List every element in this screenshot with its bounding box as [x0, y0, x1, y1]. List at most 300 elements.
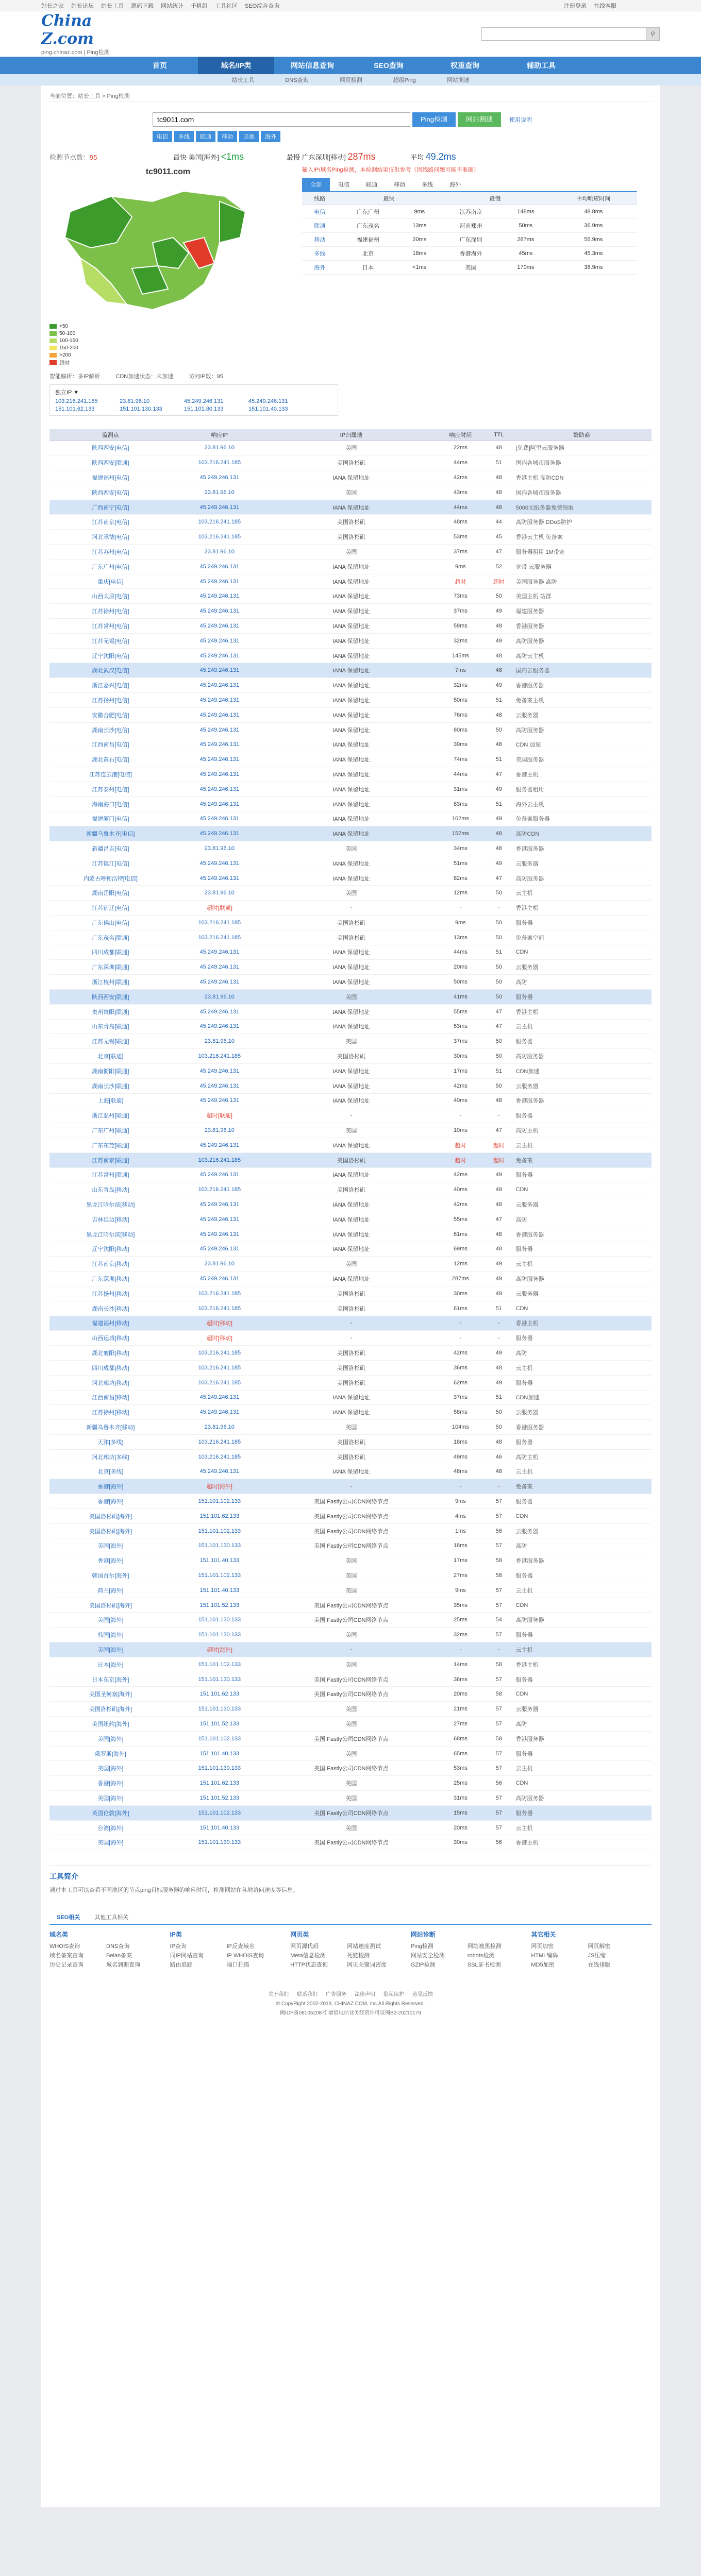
footer-link[interactable]: 关于我们 [268, 1992, 289, 1998]
table-cell: - [486, 1108, 512, 1123]
table-cell[interactable]: 45.249.246.131 [172, 945, 268, 960]
table-cell[interactable]: 45.249.246.131 [172, 826, 268, 841]
table-cell[interactable]: 江苏南京[联通] [49, 1153, 172, 1167]
table-cell[interactable]: 内蒙古呼和浩特[电信] [49, 871, 172, 886]
nav-item[interactable]: 权重查询 [450, 61, 479, 70]
table-cell[interactable]: 重庆[电信] [49, 574, 172, 589]
table-cell[interactable]: 45.249.246.131 [172, 767, 268, 782]
tool-link[interactable]: WHOIS查询 [49, 1943, 80, 1950]
top-link[interactable]: 千帆组 [191, 3, 208, 9]
tool-link[interactable]: DNS查询 [106, 1943, 130, 1950]
table-cell[interactable]: 广东佛山[电信] [49, 916, 172, 930]
table-cell[interactable]: 45.249.246.131 [172, 633, 268, 648]
top-link[interactable]: 网站统计 [161, 3, 183, 9]
tool-link[interactable]: 网站安全检测 [410, 1953, 445, 1959]
table-cell[interactable]: 北京[联通] [49, 1049, 172, 1064]
table-cell[interactable]: 广东深圳[联通] [49, 960, 172, 975]
table-cell[interactable]: 103.216.241.185 [172, 1346, 268, 1361]
table-cell[interactable]: 103.216.241.185 [172, 1153, 268, 1167]
table-cell[interactable]: 103.216.241.185 [172, 1375, 268, 1390]
table-cell[interactable]: 151.101.40.133 [172, 1746, 268, 1761]
related-tab[interactable]: 其他工具相关 [94, 1914, 129, 1921]
table-cell[interactable]: 151.101.102.133 [172, 1731, 268, 1746]
table-cell[interactable]: 美国洛杉矶[海外] [49, 1509, 172, 1523]
ip-link[interactable]: 151.101.80.133 [184, 406, 224, 412]
table-cell[interactable]: 45.249.246.131 [172, 707, 268, 722]
tool-link[interactable]: 域名到期查询 [106, 1962, 140, 1969]
table-cell[interactable]: 韩国[海外] [49, 1628, 172, 1642]
table-cell[interactable]: 45.249.246.131 [172, 1138, 268, 1153]
table-cell[interactable]: 151.101.62.133 [172, 1509, 268, 1523]
table-cell[interactable]: 香港[海外] [49, 1479, 172, 1494]
table-cell[interactable]: 江苏扬州[移动] [49, 1286, 172, 1301]
table-cell[interactable]: 江苏常州[联通] [49, 1167, 172, 1182]
table-cell[interactable]: 45.249.246.131 [172, 1227, 268, 1242]
table-cell[interactable]: 浙江嘉兴[电信] [49, 678, 172, 693]
table-cell[interactable]: 新疆乌鲁木齐[电信] [49, 826, 172, 841]
table-cell[interactable]: 海南海口[电信] [49, 796, 172, 811]
table-cell[interactable]: 新疆昌吉[电信] [49, 841, 172, 856]
table-cell[interactable]: 山西太原[电信] [49, 589, 172, 604]
table-cell[interactable]: 103.216.241.185 [172, 455, 268, 470]
table-cell[interactable]: 香港[海外] [49, 1494, 172, 1509]
top-link[interactable]: 注册登录 [564, 3, 587, 9]
table-cell[interactable]: 45.249.246.131 [172, 604, 268, 619]
site-logo[interactable] [41, 12, 134, 56]
speed-test-button[interactable]: 网站测速 [458, 112, 501, 127]
table-cell[interactable]: 河北承德[电信] [49, 530, 172, 545]
table-cell: 25ms [435, 1613, 486, 1628]
table-cell[interactable]: 23.81.96.10 [172, 1123, 268, 1138]
nav-item[interactable]: 域名/IP类 [198, 57, 274, 74]
table-cell[interactable]: 上海[联通] [49, 1093, 172, 1108]
table-cell[interactable]: 151.101.102.133 [172, 1568, 268, 1583]
tool-link[interactable]: Meta信息检测 [290, 1953, 326, 1959]
line-tab[interactable]: 多线 [422, 182, 433, 188]
table-cell[interactable]: 23.81.96.10 [172, 1420, 268, 1435]
table-cell[interactable]: 江苏无锡[联通] [49, 1034, 172, 1049]
table-cell[interactable]: 黑龙江哈尔滨[移动] [49, 1227, 172, 1242]
table-cell[interactable]: 美国圣何塞[海外] [49, 1687, 172, 1702]
table-cell[interactable]: 山西运城[移动] [49, 1331, 172, 1346]
table-cell[interactable]: 45.249.246.131 [172, 1167, 268, 1182]
ip-link[interactable]: 45.249.246.131 [248, 398, 288, 404]
subnav-item[interactable]: 网页检测 [339, 77, 362, 83]
table-cell[interactable]: 45.249.246.131 [172, 811, 268, 826]
table-cell[interactable]: 江苏宿迁[电信] [49, 901, 172, 916]
table-cell[interactable]: 151.101.130.133 [172, 1835, 268, 1850]
table-cell[interactable]: 江苏常州[电信] [49, 619, 172, 634]
filter-chip[interactable]: 海外 [261, 131, 280, 142]
table-cell[interactable]: 湖北黄石[电信] [49, 752, 172, 767]
table-cell[interactable]: 超时[海外] [172, 1479, 268, 1494]
ping-button[interactable]: Ping检测 [412, 112, 456, 127]
subnav-item[interactable]: 站长工具 [231, 77, 255, 83]
table-cell[interactable]: 103.216.241.185 [172, 1182, 268, 1197]
table-cell[interactable]: 151.101.102.133 [172, 1805, 268, 1820]
nav-item[interactable]: SEO查询 [374, 61, 404, 70]
table-cell: 42ms [435, 1078, 486, 1093]
table-cell[interactable]: 23.81.96.10 [172, 1257, 268, 1272]
table-cell[interactable]: 河北廊坊[多线] [49, 1449, 172, 1464]
table-cell[interactable]: 日本[海外] [49, 1657, 172, 1672]
table-cell[interactable]: 151.101.102.133 [172, 1523, 268, 1538]
table-cell: 服务器 [512, 1331, 652, 1346]
table-cell[interactable]: 45.249.246.131 [172, 589, 268, 604]
table-cell[interactable]: 美国[海外] [49, 1613, 172, 1628]
table-cell: 美国洛杉矶 [268, 1375, 435, 1390]
line-tab[interactable]: 移动 [394, 182, 405, 188]
table-cell[interactable]: 四川成都[移动] [49, 1360, 172, 1375]
table-cell[interactable]: 广东深圳[移动] [49, 1272, 172, 1286]
table-cell[interactable]: 贵州贵阳[联通] [49, 1004, 172, 1019]
table-cell[interactable]: 浙江杭州[联通] [49, 975, 172, 990]
table-cell[interactable]: 45.249.246.131 [172, 500, 268, 515]
table-cell[interactable]: 45.249.246.131 [172, 1405, 268, 1420]
table-cell[interactable]: 103.216.241.185 [172, 930, 268, 945]
tool-link[interactable]: Beian备案 [106, 1953, 132, 1959]
table-cell: 服务器 [512, 1494, 652, 1509]
top-link[interactable]: 站长论坛 [71, 3, 94, 9]
table-cell[interactable]: 江苏泰州[电信] [49, 782, 172, 796]
table-cell[interactable]: 45.249.246.131 [172, 574, 268, 589]
table-cell[interactable]: 江西南昌[电信] [49, 737, 172, 752]
table-cell[interactable]: 山东青岛[移动] [49, 1182, 172, 1197]
table-cell[interactable]: 103.216.241.185 [172, 1434, 268, 1449]
ip-list-title: 独立IP ▼ [55, 389, 79, 396]
tool-link[interactable]: 网页解密 [588, 1943, 611, 1950]
table-cell: IANA 保留地址 [268, 782, 435, 796]
table-cell[interactable]: 韩国首尔[海外] [49, 1568, 172, 1583]
table-cell[interactable]: 美国[海外] [49, 1538, 172, 1553]
table-row [49, 767, 652, 782]
table-cell[interactable]: 45.249.246.131 [172, 871, 268, 886]
table-cell[interactable]: 江苏南京[电信] [49, 515, 172, 530]
table-cell[interactable]: 45.249.246.131 [172, 1063, 268, 1078]
tool-link[interactable]: HTML编码 [531, 1953, 558, 1959]
tool-link[interactable]: 同IP网站查询 [170, 1953, 204, 1959]
table-cell[interactable]: 湖南长沙[电信] [49, 722, 172, 737]
table-cell[interactable]: 山东青岛[联通] [49, 1019, 172, 1034]
table-cell[interactable]: 45.249.246.131 [172, 1197, 268, 1212]
table-cell[interactable]: 45.249.246.131 [172, 678, 268, 693]
table-cell[interactable]: 美国[海外] [49, 1761, 172, 1776]
table-row [49, 693, 652, 708]
tool-link[interactable]: 网页源代码 [290, 1943, 319, 1950]
table-cell[interactable]: 23.81.96.10 [172, 1034, 268, 1049]
table-cell[interactable]: 湖北襄阳[移动] [49, 1346, 172, 1361]
tool-link[interactable]: 路由追踪 [170, 1962, 193, 1969]
table-cell: IANA 保留地址 [268, 1272, 435, 1286]
table-cell[interactable]: 美国纽约[海外] [49, 1717, 172, 1732]
table-cell[interactable]: 江苏无锡[电信] [49, 633, 172, 648]
table-cell[interactable]: 美国[海外] [49, 1731, 172, 1746]
table-cell[interactable]: 103.216.241.185 [172, 1049, 268, 1064]
filter-chip[interactable]: 多线 [174, 131, 194, 142]
search-icon[interactable]: ⚲ [646, 27, 660, 41]
table-cell[interactable]: 23.81.96.10 [172, 886, 268, 901]
table-cell[interactable]: 江苏镇江[电信] [49, 856, 172, 871]
ip-link[interactable]: 151.101.62.133 [55, 406, 95, 412]
table-cell[interactable]: 江苏徐州[移动] [49, 1405, 172, 1420]
table-cell[interactable]: 45.249.246.131 [172, 782, 268, 796]
table-cell[interactable]: 45.249.246.131 [172, 856, 268, 871]
table-cell[interactable]: 151.101.130.133 [172, 1538, 268, 1553]
table-cell[interactable]: 23.81.96.10 [172, 841, 268, 856]
table-cell[interactable]: 四川成都[联通] [49, 945, 172, 960]
top-link[interactable]: 在线客服 [594, 3, 616, 9]
table-cell[interactable]: 江苏苏州[电信] [49, 545, 172, 560]
table-cell[interactable]: 河北廊坊[移动] [49, 1375, 172, 1390]
table-cell[interactable]: 103.216.241.185 [172, 530, 268, 545]
footer-link[interactable]: 联系我们 [297, 1992, 318, 1998]
table-cell[interactable]: 香港[海外] [49, 1553, 172, 1568]
table-cell[interactable]: 江苏南京[移动] [49, 1257, 172, 1272]
table-cell[interactable]: 福建福州[移动] [49, 1316, 172, 1331]
table-cell[interactable]: 45.249.246.131 [172, 693, 268, 708]
filter-chip[interactable]: 移动 [218, 131, 237, 142]
top-link[interactable]: SEO综合查询 [245, 3, 280, 9]
table-cell[interactable]: 广东茂名[联通] [49, 930, 172, 945]
table-cell[interactable]: 江苏连云港[电信] [49, 767, 172, 782]
table-cell: 49 [486, 1346, 512, 1361]
table-cell[interactable]: 103.216.241.185 [172, 916, 268, 930]
filter-chip[interactable]: 其他 [239, 131, 259, 142]
tool-link[interactable]: SSL证书检测 [467, 1962, 501, 1969]
table-cell[interactable]: 超时[移动] [172, 1331, 268, 1346]
tool-link[interactable]: IP查询 [170, 1943, 187, 1950]
table-cell[interactable]: 45.249.246.131 [172, 1464, 268, 1479]
table-cell[interactable]: 辽宁沈阳[移动] [49, 1242, 172, 1257]
table-cell[interactable]: 湖南长沙[联通] [49, 1078, 172, 1093]
table-cell[interactable]: 45.249.246.131 [172, 975, 268, 990]
table-cell[interactable]: 23.81.96.10 [172, 989, 268, 1004]
tool-column-title: 其它相关 [531, 1931, 556, 1939]
table-cell[interactable]: 45.249.246.131 [172, 960, 268, 975]
ip-link[interactable]: 103.216.241.185 [55, 398, 98, 404]
table-cell[interactable]: 香港[海外] [49, 1776, 172, 1791]
tool-link[interactable]: IP反查域名 [226, 1943, 255, 1950]
filter-chip[interactable]: 电信 [153, 131, 172, 142]
footer-link[interactable]: 隐私保护 [383, 1992, 404, 1998]
tool-link[interactable]: 网站被黑检测 [467, 1943, 502, 1950]
table-cell[interactable]: 45.249.246.131 [172, 737, 268, 752]
tool-link[interactable]: 域名备案查询 [49, 1953, 84, 1959]
table-cell[interactable]: 45.249.246.131 [172, 559, 268, 574]
table-cell[interactable]: 美国[海外] [49, 1835, 172, 1850]
table-cell[interactable]: 151.101.52.133 [172, 1717, 268, 1732]
table-cell[interactable]: 151.101.40.133 [172, 1583, 268, 1598]
table-cell[interactable]: 陕西西安[电信] [49, 440, 172, 455]
table-cell: 104ms [435, 1420, 486, 1435]
table-cell[interactable]: 湖南衡阳[联通] [49, 1063, 172, 1078]
table-cell[interactable]: 103.216.241.185 [172, 515, 268, 530]
table-cell[interactable]: 荷兰[海外] [49, 1583, 172, 1598]
table-cell[interactable]: 45.249.246.131 [172, 663, 268, 678]
table-cell[interactable]: 45.249.246.131 [172, 796, 268, 811]
subnav-item[interactable]: 超级Ping [393, 77, 416, 83]
table-cell[interactable]: 45.249.246.131 [172, 1019, 268, 1034]
domain-input[interactable] [153, 112, 410, 127]
tool-link[interactable]: JS压缩 [588, 1953, 606, 1959]
table-cell[interactable]: 美国洛杉矶[海外] [49, 1598, 172, 1613]
table-cell[interactable]: 151.101.40.133 [172, 1820, 268, 1835]
table-cell[interactable]: 151.101.130.133 [172, 1761, 268, 1776]
footer-link[interactable]: 广告服务 [326, 1992, 346, 1998]
table-cell[interactable]: 新疆乌鲁木齐[移动] [49, 1420, 172, 1435]
table-cell[interactable]: 103.216.241.185 [172, 1360, 268, 1375]
table-cell[interactable]: 151.101.130.133 [172, 1613, 268, 1628]
table-cell[interactable]: 超时[移动] [172, 1316, 268, 1331]
table-cell[interactable]: 辽宁沈阳[电信] [49, 648, 172, 663]
tool-link[interactable]: 端口扫描 [226, 1962, 249, 1969]
table-cell[interactable]: 浙江温州[联通] [49, 1108, 172, 1123]
tool-link[interactable]: Ping检测 [410, 1943, 433, 1950]
table-cell[interactable]: 45.249.246.131 [172, 1212, 268, 1227]
ip-link[interactable]: 151.101.40.133 [248, 406, 288, 412]
table-cell[interactable]: 103.216.241.185 [172, 1301, 268, 1316]
line-tab[interactable]: 全部 [302, 178, 330, 191]
line-tab[interactable]: 电信 [338, 182, 349, 188]
table-cell[interactable]: 151.101.102.133 [172, 1494, 268, 1509]
tool-link[interactable]: robots检测 [467, 1953, 495, 1959]
table-cell[interactable]: 陕西西安[电信] [49, 485, 172, 500]
table-cell[interactable]: 美国洛杉矶[海外] [49, 1523, 172, 1538]
tool-link[interactable]: HTTP状态查询 [290, 1962, 328, 1969]
table-cell[interactable]: 45.249.246.131 [172, 752, 268, 767]
table-cell[interactable]: 45.249.246.131 [172, 1093, 268, 1108]
table-cell[interactable]: 陕西西安[联通] [49, 455, 172, 470]
top-link[interactable]: 源码下载 [131, 3, 154, 9]
tool-link[interactable]: 在线排版 [588, 1962, 611, 1969]
table-cell[interactable]: 福建厦门[电信] [49, 811, 172, 826]
usage-link[interactable]: 使用说明 [509, 117, 532, 123]
table-row [49, 1538, 652, 1553]
legend-item [49, 359, 287, 366]
top-link[interactable]: 工具社区 [215, 3, 238, 9]
table-cell[interactable]: 151.101.130.133 [172, 1672, 268, 1687]
table-cell[interactable]: 45.249.246.131 [172, 470, 268, 485]
table-cell[interactable]: 151.101.62.133 [172, 1776, 268, 1791]
table-cell[interactable]: 超时[联通] [172, 1108, 268, 1123]
table-cell[interactable]: 103.216.241.185 [172, 1449, 268, 1464]
line-tab[interactable]: 联通 [366, 182, 377, 188]
ip-link[interactable]: 45.249.246.131 [184, 398, 224, 404]
table-cell[interactable]: 北京[多线] [49, 1464, 172, 1479]
table-cell[interactable]: 英国伦敦[海外] [49, 1805, 172, 1820]
table-cell: 美国 Fastly公司CDN网络节点 [268, 1672, 435, 1687]
table-cell[interactable]: 天津[多线] [49, 1434, 172, 1449]
table-cell[interactable]: 黑龙江哈尔滨[移动] [49, 1197, 172, 1212]
table-cell[interactable]: 45.249.246.131 [172, 722, 268, 737]
tool-link[interactable]: IP WHOIS查询 [226, 1953, 264, 1959]
tool-link[interactable]: GZIP检测 [410, 1962, 436, 1969]
table-cell[interactable]: 151.101.102.133 [172, 1657, 268, 1672]
table-cell[interactable]: 超时[联通] [172, 901, 268, 916]
filter-chip[interactable]: 联通 [196, 131, 215, 142]
table-cell[interactable]: 45.249.246.131 [172, 1078, 268, 1093]
table-cell[interactable]: 安徽合肥[电信] [49, 707, 172, 722]
table-cell: - [435, 1331, 486, 1346]
table-cell: 44ms [435, 500, 486, 515]
table-cell[interactable]: 湖南长沙[移动] [49, 1301, 172, 1316]
table-cell: 美国 [268, 1420, 435, 1435]
table-cell[interactable]: 151.101.40.133 [172, 1553, 268, 1568]
tool-link[interactable]: MD5加密 [531, 1962, 555, 1969]
table-cell[interactable]: 陕西西安[联通] [49, 989, 172, 1004]
table-cell[interactable]: 151.101.62.133 [172, 1687, 268, 1702]
nav-item[interactable]: 网站信息查询 [291, 61, 334, 70]
subnav-item[interactable]: DNS查询 [285, 77, 309, 83]
line-tab[interactable]: 海外 [449, 182, 461, 188]
table-cell: 美国洛杉矶 [268, 930, 435, 945]
table-cell[interactable]: 151.101.130.133 [172, 1628, 268, 1642]
top-link[interactable]: 站长之家 [41, 3, 64, 9]
table-cell[interactable]: 23.81.96.10 [172, 545, 268, 560]
tool-link[interactable]: 网站速度测试 [347, 1943, 381, 1950]
table-cell[interactable]: 103.216.241.185 [172, 1286, 268, 1301]
table-cell[interactable]: 45.249.246.131 [172, 1242, 268, 1257]
table-cell: IANA 保留地址 [268, 871, 435, 886]
nav-item[interactable]: 辅助工具 [527, 61, 556, 70]
table-cell[interactable]: 台湾[海外] [49, 1820, 172, 1835]
table-cell[interactable]: 45.249.246.131 [172, 619, 268, 634]
table-cell[interactable]: 45.249.246.131 [172, 1004, 268, 1019]
table-cell[interactable]: 151.101.52.133 [172, 1791, 268, 1806]
subnav-item[interactable]: 网站测速 [446, 77, 470, 83]
header-search-input[interactable] [481, 27, 646, 41]
table-cell[interactable]: 福建福州[电信] [49, 470, 172, 485]
table-cell[interactable]: 江苏徐州[电信] [49, 604, 172, 619]
footer-link[interactable]: 法律声明 [355, 1992, 375, 1998]
related-tab[interactable]: SEO相关 [57, 1914, 80, 1921]
table-cell[interactable]: 广东广州[联通] [49, 1123, 172, 1138]
footer-link[interactable]: 意见反馈 [412, 1992, 433, 1998]
table-cell[interactable]: 151.101.52.133 [172, 1598, 268, 1613]
table-cell[interactable]: 151.101.130.133 [172, 1702, 268, 1717]
table-cell[interactable]: 45.249.246.131 [172, 648, 268, 663]
table-cell[interactable]: 俄罗斯[海外] [49, 1746, 172, 1761]
ip-link[interactable]: 23.81.96.10 [120, 398, 150, 404]
table-cell[interactable]: 23.81.96.10 [172, 440, 268, 455]
table-cell[interactable]: 广西南宁[电信] [49, 500, 172, 515]
table-cell[interactable]: 湖南岳阳[电信] [49, 886, 172, 901]
nav-item[interactable]: 首页 [153, 61, 167, 70]
table-cell: 云主机 [512, 1761, 652, 1776]
table-cell[interactable]: 23.81.96.10 [172, 485, 268, 500]
tool-link[interactable]: 网页关键词密度 [347, 1962, 387, 1969]
ip-link[interactable]: 151.101.130.133 [120, 406, 162, 412]
tool-link[interactable]: 网页加密 [531, 1943, 554, 1950]
table-cell[interactable]: 45.249.246.131 [172, 1390, 268, 1405]
table-cell[interactable]: 广东东莞[联通] [49, 1138, 172, 1153]
table-cell[interactable]: 日本东京[海外] [49, 1672, 172, 1687]
table-cell[interactable]: 美国[海外] [49, 1642, 172, 1657]
table-cell[interactable]: 45.249.246.131 [172, 1272, 268, 1286]
tool-link[interactable]: 历史记录查询 [49, 1962, 84, 1969]
table-cell[interactable]: 吉林延边[移动] [49, 1212, 172, 1227]
tool-link[interactable]: 死链检测 [347, 1953, 370, 1959]
table-cell[interactable]: 广东广州[电信] [49, 559, 172, 574]
table-cell: 58 [486, 1657, 512, 1672]
table-cell[interactable]: 江苏扬州[电信] [49, 693, 172, 708]
table-cell[interactable]: 江西南昌[移动] [49, 1390, 172, 1405]
table-cell[interactable]: 美国洛杉矶[海外] [49, 1702, 172, 1717]
table-cell[interactable]: 湖北武汉[电信] [49, 663, 172, 678]
table-cell[interactable]: 美国[海外] [49, 1791, 172, 1806]
table-cell[interactable]: 超时[海外] [172, 1642, 268, 1657]
top-link[interactable]: 站长工具 [101, 3, 124, 9]
